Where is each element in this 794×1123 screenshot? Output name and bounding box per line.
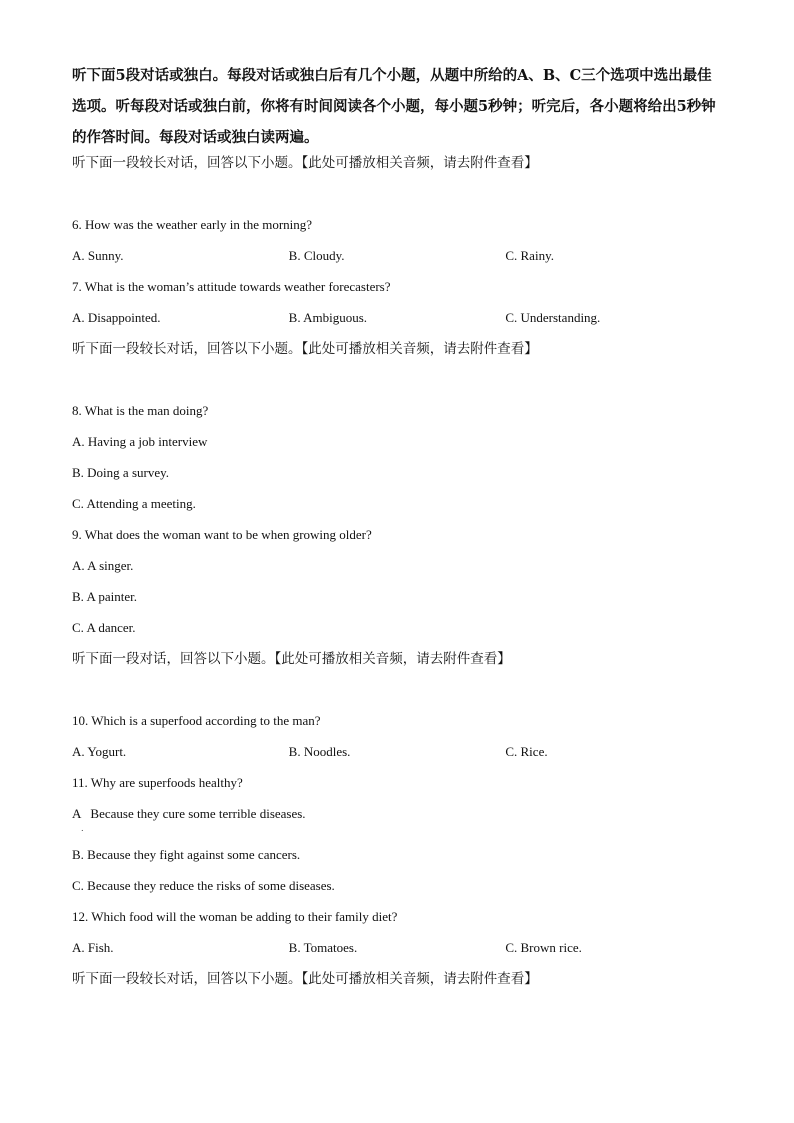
option-a: A. Disappointed. [72,310,161,325]
option-c: C. Because they reduce the risks of some diseases. [72,878,335,893]
question-11: 11. Why are superfoods healthy? [72,775,243,790]
option-a: A Because they cure some terrible diseases. [72,806,306,821]
document-page [72,60,722,989]
option-c: C. Attending a meeting. [72,496,196,511]
option-b: B. Doing a survey. [72,465,170,480]
option-b: B. Tomatoes. [288,940,358,955]
question-7: 7. What is the woman’s attitude towards weather forecasters? [72,279,391,294]
option-c: C. A dancer. [72,620,136,635]
options-row [72,742,722,762]
question-8: 8. What is the man doing? [72,403,209,418]
question-12: 12. Which food will the woman be adding to their family diet? [72,909,398,924]
options-row [72,938,722,958]
option-c: C. Rainy. [505,248,554,263]
option-a: A. Fish. [72,940,114,955]
option-a: A. A singer. [72,558,134,573]
section-header: 听下面一段对话，回答以下小题。【此处可播放相关音频，请去附件查看】 [72,651,511,667]
question-6: 6. How was the weather early in the morning? [72,217,313,232]
stray-dot: . [81,824,84,833]
section-header: 听下面一段较长对话，回答以下小题。【此处可播放相关音频，请去附件查看】 [72,971,538,987]
question-9: 9. What does the woman want to be when growing older? [72,527,372,542]
section-header: 听下面一段较长对话，回答以下小题。【此处可播放相关音频，请去附件查看】 [72,341,538,357]
option-c: C. Understanding. [505,310,601,325]
instructions: 听下面5段对话或独白。每段对话或独白后有几个小题，从题中所给的A、B、C三个选项中选出最佳选项。听每段对话或独白前，你将有时间阅读各个小题，每小题5秒钟；听完后，各小题将给出5秒钟的作答时间。每段对话或独白读两遍。 [72,67,716,146]
option-b: B. Noodles. [288,744,351,759]
option-a: A. Yogurt. [72,744,127,759]
option-a: A. Having a job interview [72,434,208,449]
option-b: B. A painter. [72,589,137,604]
section-header: 听下面一段较长对话，回答以下小题。【此处可播放相关音频，请去附件查看】 [72,155,538,171]
options-row [72,246,722,266]
question-10: 10. Which is a superfood according to the man? [72,713,321,728]
option-b: B. Because they fight against some cancers. [72,847,301,862]
option-c: C. Brown rice. [505,940,582,955]
option-b: B. Cloudy. [288,248,345,263]
options-row [72,308,722,328]
option-c: C. Rice. [505,744,548,759]
option-a: A. Sunny. [72,248,124,263]
option-b: B. Ambiguous. [288,310,368,325]
